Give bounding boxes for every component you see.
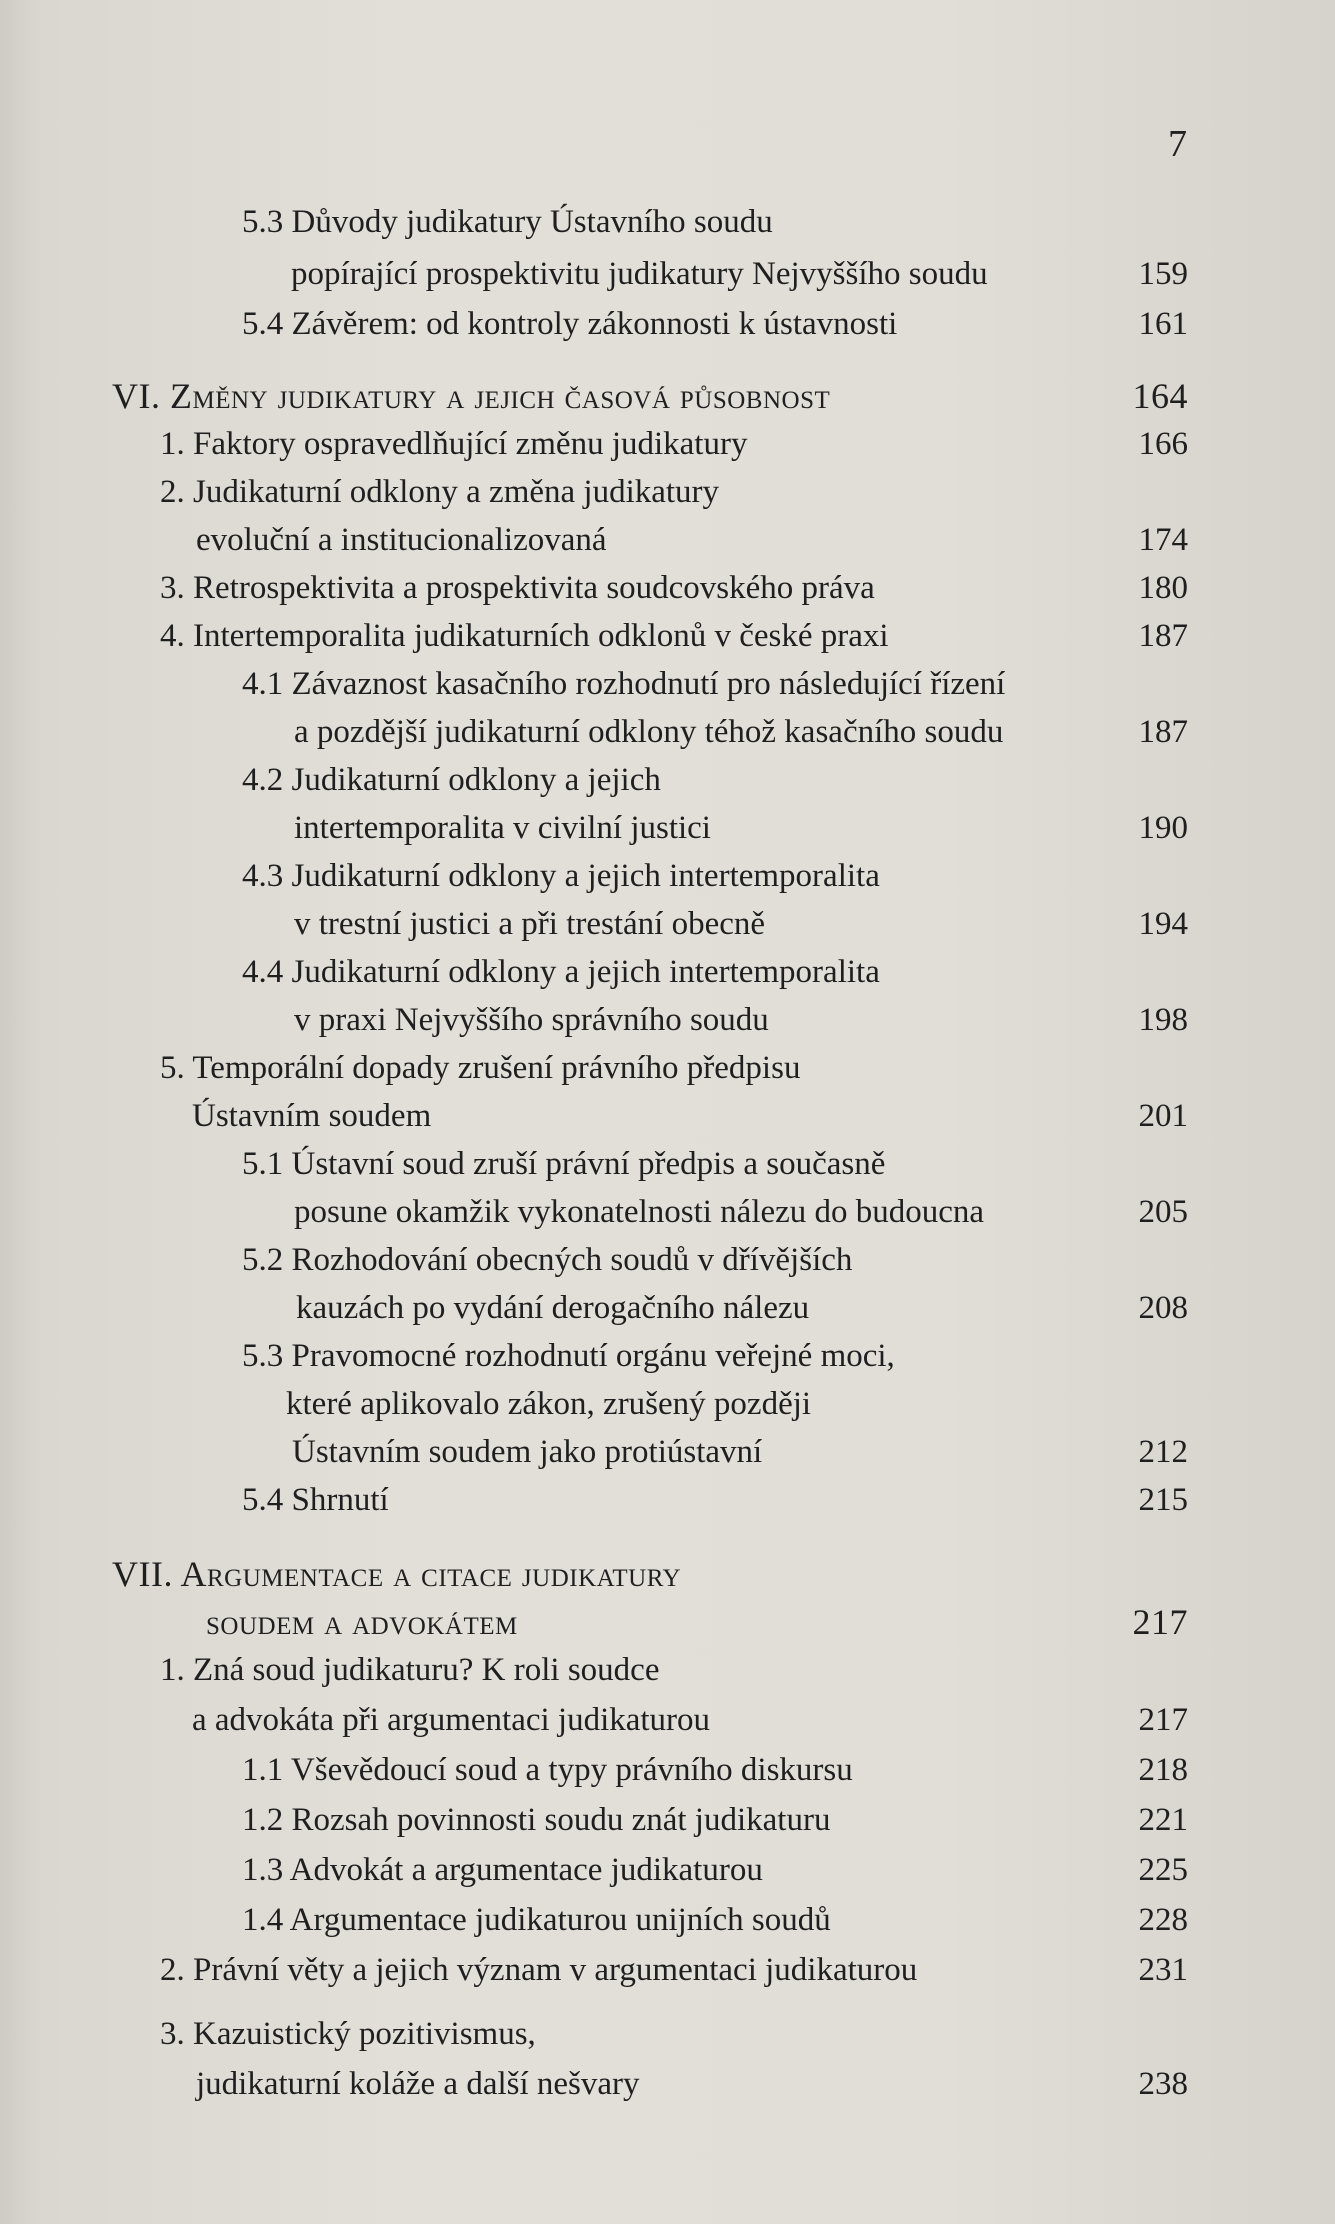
toc-entry [0, 806, 1188, 850]
toc-entry [0, 902, 1188, 946]
toc-entry-page: 208 [1138, 1290, 1188, 1326]
toc-entry [0, 998, 1188, 1042]
toc-chapter-page: 164 [1132, 376, 1188, 416]
toc-entry-page: 187 [1138, 618, 1188, 654]
toc-entry [0, 1046, 1188, 1090]
toc-chapter-title: VI. Změny judikatury a jejich časová působnost [112, 376, 831, 416]
toc-entry [0, 1848, 1188, 1892]
toc-chapter-continued [0, 1600, 1188, 1644]
toc-entry-page: 201 [1138, 1098, 1188, 1134]
toc-entry [0, 422, 1188, 466]
toc-chapter [0, 374, 1188, 418]
toc-entry-page: 225 [1138, 1852, 1188, 1888]
toc-entry-title: 1.4 Argumentace judikaturou unijních soudů [242, 1902, 831, 1938]
toc-entry [0, 1190, 1188, 1234]
toc-entry [0, 1748, 1188, 1792]
toc-entry [0, 1478, 1188, 1522]
toc-entry-title: 5. Temporální dopady zrušení právního předpisu [160, 1050, 801, 1086]
toc-entry-title: 2. Judikaturní odklony a změna judikatury [160, 474, 720, 510]
toc-entry-title: a advokáta při argumentaci judikaturou [192, 1702, 711, 1738]
toc-entry-page: 231 [1138, 1952, 1188, 1988]
toc-entry-title: 1.2 Rozsah povinnosti soudu znát judikaturu [242, 1802, 831, 1838]
toc-entry-page: 238 [1138, 2066, 1188, 2102]
toc-entry-title: které aplikovalo zákon, zrušený později [286, 1386, 812, 1422]
toc-entry-title: 4.3 Judikaturní odklony a jejich intertemporalita [242, 858, 880, 894]
toc-entry [0, 1798, 1188, 1842]
toc-entry-title: 5.4 Závěrem: od kontroly zákonnosti k ústavnosti [242, 306, 898, 342]
toc-entry-title: 5.1 Ústavní soud zruší právní předpis a současně [242, 1146, 886, 1182]
toc-chapter-title: VII. Argumentace a citace judikatury [112, 1554, 682, 1594]
toc-entry-page: 190 [1138, 810, 1188, 846]
toc-entry [0, 854, 1188, 898]
toc-entry-page: 194 [1138, 906, 1188, 942]
toc-entry-page: 215 [1138, 1482, 1188, 1518]
toc-entry [0, 1648, 1188, 1692]
toc-entry-title: intertemporalita v civilní justici [294, 810, 711, 846]
toc-entry-title: 1. Zná soud judikaturu? K roli soudce [160, 1652, 660, 1688]
toc-chapter-page: 217 [1132, 1602, 1188, 1642]
toc-entry-title: 4.4 Judikaturní odklony a jejich intertemporalita [242, 954, 880, 990]
toc-entry-title: 2. Právní věty a jejich význam v argumentaci judikaturou [160, 1952, 918, 1988]
toc-entry [0, 950, 1188, 994]
toc-entry [0, 1334, 1188, 1378]
toc-entry-title: 4. Intertemporalita judikaturních odklonů v české praxi [160, 618, 889, 654]
toc-entry-title: v praxi Nejvyššího správního soudu [294, 1002, 769, 1038]
toc-entry-page: 221 [1138, 1802, 1188, 1838]
toc-entry [0, 614, 1188, 658]
toc-entry-title: evoluční a institucionalizovaná [196, 522, 607, 558]
toc-entry-title: Ústavním soudem jako protiústavní [292, 1434, 763, 1470]
toc-entry [0, 252, 1188, 296]
toc-entry-title: 4.2 Judikaturní odklony a jejich [242, 762, 661, 798]
toc-entry [0, 302, 1188, 346]
toc-entry-title: 1.3 Advokát a argumentace judikaturou [242, 1852, 763, 1888]
toc-entry [0, 1698, 1188, 1742]
toc-entry [0, 566, 1188, 610]
toc-entry-title: 5.3 Pravomocné rozhodnutí orgánu veřejné moci, [242, 1338, 895, 1374]
toc-entry-title: 3. Kazuistický pozitivismus, [160, 2016, 536, 2052]
toc-entry-page: 205 [1138, 1194, 1188, 1230]
toc-entry [0, 2062, 1188, 2106]
toc-entry-page: 180 [1138, 570, 1188, 606]
toc-entry-page: 166 [1138, 426, 1188, 462]
toc-chapter-title: soudem a advokátem [206, 1602, 518, 1642]
toc-entry-title: 1. Faktory ospravedlňující změnu judikatury [160, 426, 748, 462]
toc-entry [0, 1948, 1188, 1992]
toc-entry [0, 518, 1188, 562]
toc-entry-title: 5.4 Shrnutí [242, 1482, 389, 1518]
toc-entry-title: popírající prospektivitu judikatury Nejvyššího soudu [291, 256, 988, 292]
toc-entry [0, 1238, 1188, 1282]
toc-entry-title: kauzách po vydání derogačního nálezu [296, 1290, 810, 1326]
toc-entry-page: 228 [1138, 1902, 1188, 1938]
toc-entry-page: 218 [1138, 1752, 1188, 1788]
toc-entry-page: 212 [1138, 1434, 1188, 1470]
toc-entry-title: a pozdější judikaturní odklony téhož kasačního soudu [294, 714, 1004, 750]
toc-entry-title: 4.1 Závaznost kasačního rozhodnutí pro následující řízení [242, 666, 1006, 702]
toc-entry [0, 1382, 1188, 1426]
toc-entry-title: 1.1 Vševědoucí soud a typy právního diskursu [242, 1752, 853, 1788]
toc-entry-title: v trestní justici a při trestání obecně [294, 906, 766, 942]
toc-entry [0, 758, 1188, 802]
toc-entry [0, 2012, 1188, 2056]
toc-entry-page: 198 [1138, 1002, 1188, 1038]
toc-entry-title: 5.3 Důvody judikatury Ústavního soudu [242, 204, 773, 240]
toc-entry [0, 1430, 1188, 1474]
toc-entry-page: 174 [1138, 522, 1188, 558]
toc-entry-title: judikaturní koláže a další nešvary [196, 2066, 640, 2102]
toc-entry [0, 1898, 1188, 1942]
toc-entry-page: 187 [1138, 714, 1188, 750]
toc-entry-title: posune okamžik vykonatelnosti nálezu do budoucna [294, 1194, 985, 1230]
toc-entry-title: Ústavním soudem [192, 1098, 432, 1134]
toc-entry [0, 1094, 1188, 1138]
toc-entry-page: 217 [1138, 1702, 1188, 1738]
toc-chapter [0, 1552, 1188, 1596]
toc-entry [0, 662, 1188, 706]
toc-entry [0, 1286, 1188, 1330]
toc-entry [0, 710, 1188, 754]
toc-entry [0, 470, 1188, 514]
toc-entry-title: 5.2 Rozhodování obecných soudů v dřívějších [242, 1242, 853, 1278]
toc-entry-title: 3. Retrospektivita a prospektivita soudcovského práva [160, 570, 875, 606]
toc-entry [0, 200, 1188, 244]
toc-entry-page: 161 [1138, 306, 1188, 342]
toc-entry [0, 1142, 1188, 1186]
page-number: 7 [1168, 123, 1187, 165]
toc-entry-page: 159 [1138, 256, 1188, 292]
